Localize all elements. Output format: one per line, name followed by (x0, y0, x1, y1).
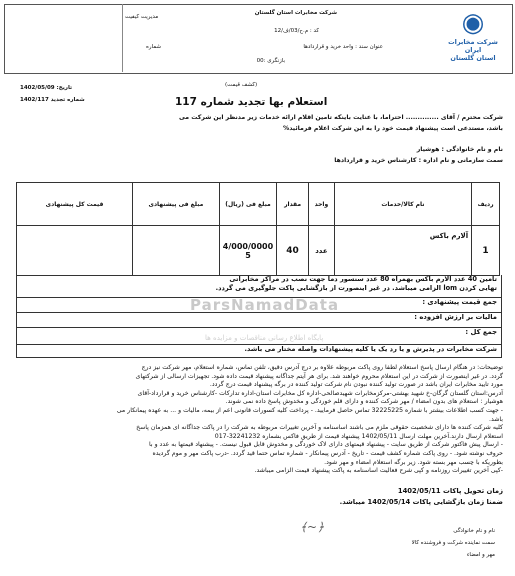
header-row-number: ردیف (472, 183, 500, 226)
tax-label: مالیات بر ارزش افزوده : (16, 313, 502, 328)
watermark-sub: پایگاه اطلاع رسانی مناقصات و مزایده ها (205, 334, 324, 342)
signature-stamp: مهر و امضاء (466, 552, 495, 558)
watermark-brand: ParsNamadData (190, 296, 340, 314)
header-offer-unit: مبلغ فی پیشنهادی (133, 183, 220, 226)
note-line: هوشیار : استعلام های بدون امضاء / مهر شرکت کننده و دارای قلم خوردگی و مخدوش پاسخ داده نمی شوند. (225, 398, 503, 406)
delivery-deadline: زمان تحویل پاکات 1402/05/11 (397, 487, 503, 495)
header-form-title: عنوان سند : واحد خرید و قراردادها (303, 44, 383, 50)
header-offer-total: قیمت کل پیشنهادی (17, 183, 133, 226)
signature-name: نام و نام خانوادگی (453, 528, 495, 534)
cell-row-number: 1 (472, 226, 500, 276)
header-revision: بازنگری :00 (256, 58, 285, 64)
note-line: باشد. (488, 415, 503, 423)
document-date: تاریخ: 1402/05/09 (20, 85, 73, 91)
note-line: -کپی آخرین تغییرات روزنامه و کپی شرح فعالیت اساسنامه به پاکت پیشنهاد قیمت الزامی میباشد. (254, 467, 503, 475)
note-line: کلیه شرکت کننده ها دارای شخصیت حقوقی ملزم می باشند اساسنامه و آخرین تغییرات مربوطه به شرکت را در پاکت جداگانه ای همزمان پاسخ (136, 424, 503, 432)
header-unit-price: مبلغ فی (ریال) (219, 183, 276, 226)
header-unit: واحد (308, 183, 334, 226)
table-note: شرکت مخابرات در پذیرش و یا رد یک یا کلیه پیشنهادات واصله مختار می باشد. (16, 345, 502, 358)
company-logo: ◉ شرکت مخابرات ایران استان گلستان (441, 8, 505, 58)
intro-line-1: شرکت محترم / آقای .............. احتراما، با عنایت باینکه تامین اقلام ارائه خدمات زیر مدنظر این شرکت می (178, 114, 503, 121)
table-header-row (17, 183, 500, 226)
document-number: شماره تجدید 1402/117 (20, 97, 85, 103)
header-quantity: مقدار (277, 183, 309, 226)
page-title: استعلام بها تجدید شماره 117 (175, 96, 328, 108)
header-company: شرکت مخابرات استان گلستان (254, 10, 337, 16)
notes-block (11, 364, 503, 476)
cell-offer-total (17, 226, 133, 276)
cell-item-name: آلارم باکس (334, 226, 471, 276)
note-line: استعلام ارسال دارند.آخرین مهلت ارسال 1402/05/11 پیشنهاد قیمت از طریق فاکس بشماره 32241232-017 (214, 432, 503, 440)
grand-total-label: جمع کل : (16, 328, 502, 345)
note-line: گردد. در غیر اینصورت از شرکت در این استعلام محروم خواهند شد. برای هر آیتم جداگانه پیشنهاد قیمت داده شود. تجهیزات ارسالی از شرکتهای (135, 372, 503, 380)
cell-unit: عدد (308, 226, 334, 276)
note-line: حروف نوشته شود. - روی پاکت شماره کشف قیمت - تاریخ - آدرس پیمانکار - شماره تماس حتما قید گردد. -درب پاکت مهر و موم گردیده (152, 449, 503, 457)
header-divider (122, 4, 123, 72)
contact-unit: سمت سازمانی و نام اداره : کارشناس خرید و قراردادها (334, 157, 503, 164)
header-code: کد : م.ح/03/ف/12 (274, 28, 319, 34)
telecom-logo-icon: ◉ (461, 8, 485, 38)
contact-name: نام و نام خانوادگی : هوشیار (416, 146, 503, 153)
note-line: آدرس:استان گلستان گرگان-خ شهید بهشتی-مرکزمخابرات شهیدصالحی-اداره کل مخابرات استان-اداره تدارکات -کارشناس خرید و قرارداد-آقای (137, 389, 503, 397)
items-table (16, 182, 500, 276)
table-row (17, 226, 500, 276)
cell-offer-unit (133, 226, 220, 276)
item-description: تامین 40 عدد الارم باکس بهمراه 80 عدد سنسور دما جهت نصب در مراکز مخابراتی تهایی کردن lom الزامی میباشد. در غیر اینصورت از بازگشایی پاکت جلوگیری می گردد. (16, 275, 502, 298)
opening-date: ضمنا زمان بازگشایی پاکات 1402/05/14 میباشد. (339, 498, 503, 506)
note-line: توضیحات: در هنگام ارسال پاسخ استعلام لطفا روی پاکت مربوطه علاوه بر درج آدرس دقیق، تلفن تماس، شماره استعلام، مهر شرکت نیز درج (141, 364, 503, 371)
header-item-name: نام کالا/خدمات (334, 183, 471, 226)
signature-title: سمت نماینده شرکت و فروشنده کالا (411, 540, 495, 546)
handwritten-signature: ﴾~﴿ (300, 520, 325, 534)
cell-unit-price: 4/000/0000 5 (219, 226, 276, 276)
note-line: - ارسال پیش فاکتور شرکت از طریق سایت - پیشنهاد قیمتهای دارای لاک خوردگی و مخدوش قابل قبول نیست. - پیشنهاد قیمتها به عدد و با (149, 441, 503, 449)
total-offer-label: جمع قیمت پیشنهادی : (16, 298, 502, 313)
note-line: بطوریکه با چسب مهر بسته شود. زیر برگه استعلام امضاء و مهر شود. (324, 458, 503, 466)
title-caption: (کشف قیمت) (225, 82, 258, 88)
header-number-label: شماره (146, 44, 162, 50)
header-quality: مدیریت کیفیت (125, 14, 159, 20)
note-line: مورد تایید مخابرات ایران باشد در صورت تولید کننده نبودن نام شرکت تولید کننده در برگه پیشنهاد قیمت درج گردد. (209, 381, 503, 389)
note-line: - جهت کسب اطلاعات بیشتر با شماره 32225225 تماس حاصل فرمایید. - پرداخت کلیه کسورات قانونی اعم از بیمه، مالیات و ... به عهده پیمانکار می (116, 406, 503, 414)
intro-line-2: باشد، مستدعی است پیشنهاد قیمت خود را به این شرکت اعلام فرمائید% (283, 125, 503, 132)
cell-quantity: 40 (277, 226, 309, 276)
